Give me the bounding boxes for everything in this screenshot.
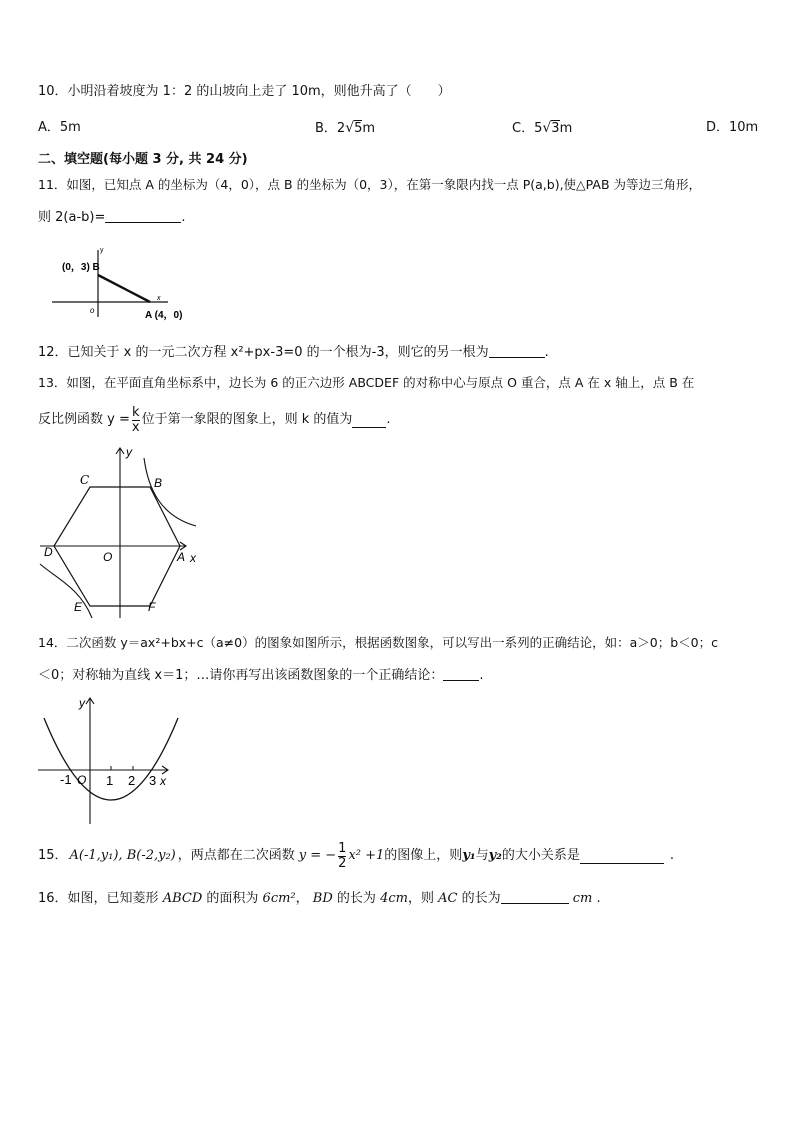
q11-segment-ab [98, 275, 150, 302]
q13-answer-blank [352, 413, 386, 428]
q13-label-o: O [103, 550, 113, 564]
q10-option-a: A．5m [38, 120, 81, 135]
q14-label-x: x [160, 774, 166, 788]
q11-figure [50, 245, 183, 321]
q15-text: 15． A(-1,y₁), B(-2,y₂) ，两点都在二次函数 y = − $\frac{1}{2}$ x² +1 的图像上，则 y₁ 与 y₂ 的大小关系是 . [38, 840, 674, 871]
q13-label-e: E [74, 600, 83, 614]
q11-axis-y-label: y [100, 247, 104, 254]
q13-figure [36, 440, 206, 622]
q11-line2: 则 2(a-b)= . [38, 210, 186, 225]
q13-label-b: B [154, 476, 163, 490]
q14-line2: ＜0；对称轴为直线 x＝1；…请你再写出该函数图象的一个正确结论： . [38, 668, 484, 683]
q13-label-y: y [126, 445, 132, 459]
q13-label-c: C [80, 473, 90, 487]
q11-label-b: (0，3) B [62, 262, 100, 273]
q14-tick-neg1: -1 [60, 772, 72, 787]
q10-stem: 10．小明沿着坡度为 1：2 的山坡向上走了 10m，则他升高了（ ） [38, 84, 451, 99]
q14-tick-3: 3 [149, 773, 157, 788]
q13-hyperbola-q3 [40, 564, 92, 618]
q11-label-a: A (4，0) [145, 310, 183, 321]
q13-label-f: F [148, 600, 156, 614]
q13-label-x: x [190, 551, 196, 565]
q14-figure [36, 692, 186, 828]
q14-answer-blank [443, 666, 479, 681]
q13-label-a: A [177, 550, 186, 564]
q15-answer-blank [580, 849, 664, 864]
q10-option-d: D．10m [706, 120, 759, 135]
q14-line1: 14．二次函数 y＝ax²+bx+c（a≠0）的图象如图所示，根据函数图象，可以写出一系列的正确结论，如：a＞0；b＜0；c [38, 635, 718, 650]
q15-fraction: $\frac{1}{2}$ [338, 840, 347, 871]
q13-line2: 反比例函数 y = $\frac{k}{x}$ 位于第一象限的图象上，则 k 的值为 . [38, 404, 391, 435]
q12-answer-blank [489, 343, 545, 358]
q13-fraction: $\frac{k}{x}$ [131, 404, 140, 435]
q11-line1: 11．如图，已知点 A 的坐标为（4，0），点 B 的坐标为（0，3），在第一象限内找一点 P(a,b),使△PAB 为等边三角形， [38, 177, 701, 192]
q16-text: 16．如图，已知菱形 ABCD 的面积为 6cm²， BD 的长为 4cm，则 AC 的长为 cm . [38, 891, 601, 906]
q16-answer-blank [501, 889, 569, 904]
q10-option-c: C．5√3m [512, 120, 573, 136]
q10-option-b: B．2√5m [315, 120, 376, 136]
q14-tick-1: 1 [106, 773, 114, 788]
q14-tick-2: 2 [128, 773, 136, 788]
q12-text: 12．已知关于 x 的一元二次方程 x²+px-3=0 的一个根为-3，则它的另一根为 . [38, 345, 549, 360]
q11-axis-x-label: x [157, 295, 161, 302]
q11-origin-label: o [90, 306, 95, 315]
q14-label-y: y [79, 696, 85, 710]
section-heading: 二、填空题(每小题 3 分, 共 24 分) [38, 152, 248, 167]
q11-answer-blank [105, 208, 181, 223]
q13-hyperbola-q1 [144, 458, 196, 526]
q13-line1: 13．如图，在平面直角坐标系中，边长为 6 的正六边形 ABCDEF 的对称中心与原点 O 重合，点 A 在 x 轴上，点 B 在 [38, 375, 695, 390]
q14-tick-origin: O [77, 773, 87, 787]
q13-label-d: D [44, 545, 53, 559]
